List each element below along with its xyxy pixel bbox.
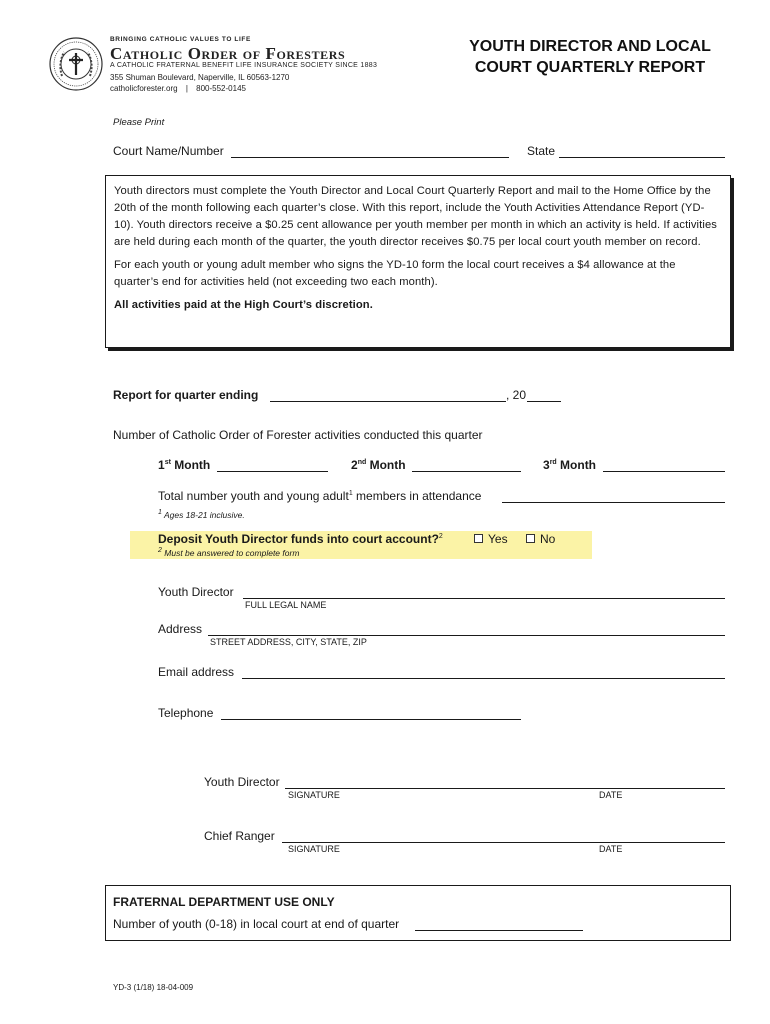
- email-label: Email address: [158, 665, 235, 679]
- footnote-1-number: 1: [158, 509, 162, 516]
- address-label: Address: [158, 622, 203, 636]
- activities-count-label: Number of Catholic Order of Forester activities conducted this quarter: [113, 428, 483, 442]
- org-website: catholicforester.org: [110, 84, 178, 93]
- month-1-ordinal: st: [164, 459, 171, 466]
- deposit-yes-checkbox[interactable]: [474, 534, 483, 543]
- month-3-input[interactable]: [603, 457, 725, 472]
- instructions-paragraph-1: Youth directors must complete the Youth Director and Local Court Quarterly Report and mail to the Home Office by the 20th of the month following each quarter’s close. With this report, include the Youth Activities Attendance Report (YD-10). Youth directors receive a $0.25 cent allowance per youth member per month in which an activity is held. If activities are held during each month of the quarter, the youth director receives $0.75 per local court youth member on record.: [114, 185, 717, 248]
- month-1-label: [158, 458, 210, 472]
- youth-director-name-input[interactable]: [243, 584, 725, 599]
- month-3-ordinal: rd: [549, 459, 557, 466]
- deposit-no-label: No: [540, 532, 556, 546]
- org-name: Catholic Order of Foresters: [110, 44, 346, 63]
- chief-ranger-label: Chief Ranger: [204, 829, 275, 843]
- address-input[interactable]: [208, 621, 725, 636]
- youth-director-label: Youth Director: [158, 585, 234, 599]
- youth-count-input[interactable]: [415, 916, 583, 931]
- please-print-note: Please Print: [113, 117, 165, 128]
- footnote-2: [158, 547, 299, 558]
- month-3-word: Month: [560, 458, 597, 472]
- footnote-2-text: Must be answered to complete form: [164, 547, 300, 558]
- signature-youth-director-label: Youth Director: [204, 775, 280, 789]
- year-input[interactable]: [527, 387, 561, 402]
- fraternal-department-title: FRATERNAL DEPARTMENT USE ONLY: [113, 895, 335, 909]
- street-address-hint: STREET ADDRESS, CITY, STATE, ZIP: [210, 637, 367, 647]
- catholic-order-of-foresters-seal-logo: [48, 36, 104, 92]
- org-tagline: BRINGING CATHOLIC VALUES TO LIFE: [110, 36, 251, 43]
- org-contact-line: [110, 84, 246, 93]
- chief-ranger-signature-input[interactable]: [282, 828, 725, 843]
- telephone-input[interactable]: [221, 705, 521, 720]
- state-label: State: [527, 144, 556, 158]
- form-title-line-1: YOUTH DIRECTOR AND LOCAL: [469, 38, 711, 55]
- court-name-label: Court Name/Number: [113, 144, 224, 158]
- footnote-1-text: Ages 18-21 inclusive.: [163, 509, 245, 520]
- instructions-box: [105, 175, 731, 348]
- month-2-input[interactable]: [412, 457, 521, 472]
- quarter-ending-label: Report for quarter ending: [113, 388, 259, 402]
- date-hint-1: DATE: [599, 790, 623, 800]
- deposit-yes-label: Yes: [488, 532, 508, 546]
- month-2-label: [351, 458, 406, 472]
- month-3-label: [543, 458, 596, 472]
- email-input[interactable]: [242, 664, 725, 679]
- telephone-label: Telephone: [158, 706, 214, 720]
- court-name-input[interactable]: [231, 143, 509, 158]
- attendance-footnote-ref: 1: [348, 490, 353, 497]
- instructions-paragraph-2: For each youth or young adult member who signs the YD-10 form the local court receives a $4 allowance at the quarter’s end for activities held (not exceeding two each month).: [114, 259, 676, 288]
- org-address: 355 Shuman Boulevard, Naperville, IL 60563-1270: [110, 73, 290, 82]
- instructions-paragraph-3: All activities paid at the High Court’s discretion.: [114, 299, 373, 311]
- form-code: YD-3 (1/18) 18-04-009: [113, 983, 194, 992]
- deposit-no-checkbox[interactable]: [526, 534, 535, 543]
- year-prefix: , 20: [506, 388, 527, 402]
- attendance-label-start: Total number youth and young adult: [158, 489, 349, 503]
- deposit-question: [158, 532, 443, 546]
- attendance-label: [158, 489, 481, 503]
- state-input[interactable]: [559, 143, 725, 158]
- form-title-line-2: COURT QUARTERLY REPORT: [474, 59, 706, 76]
- month-1-input[interactable]: [217, 457, 328, 472]
- month-2-word: Month: [369, 458, 406, 472]
- full-legal-name-hint: FULL LEGAL NAME: [245, 600, 327, 610]
- month-1-word: Month: [174, 458, 211, 472]
- month-2-number: 2: [351, 458, 358, 472]
- month-2-ordinal: nd: [357, 459, 367, 466]
- attendance-input[interactable]: [502, 488, 725, 503]
- month-3-number: 3: [543, 458, 550, 472]
- org-subtitle: A CATHOLIC FRATERNAL BENEFIT LIFE INSURANCE SOCIETY SINCE 1883: [110, 62, 378, 69]
- signature-hint-2: SIGNATURE: [288, 844, 340, 854]
- date-hint-2: DATE: [599, 844, 623, 854]
- month-1-number: 1: [158, 458, 165, 472]
- form-title: [440, 36, 740, 78]
- signature-hint-1: SIGNATURE: [288, 790, 340, 800]
- attendance-label-end: members in attendance: [352, 489, 482, 503]
- contact-separator: |: [185, 84, 188, 93]
- quarter-ending-input[interactable]: [270, 387, 506, 402]
- org-phone: 800-552-0145: [196, 84, 246, 93]
- footnote-2-number: 2: [158, 547, 162, 554]
- deposit-footnote-ref: 2: [438, 533, 443, 540]
- deposit-question-text: Deposit Youth Director funds into court account?: [158, 532, 439, 546]
- youth-director-signature-input[interactable]: [285, 774, 725, 789]
- fraternal-department-box: [105, 885, 731, 941]
- footnote-1: [158, 509, 245, 520]
- youth-count-label: Number of youth (0-18) in local court at end of quarter: [113, 917, 400, 931]
